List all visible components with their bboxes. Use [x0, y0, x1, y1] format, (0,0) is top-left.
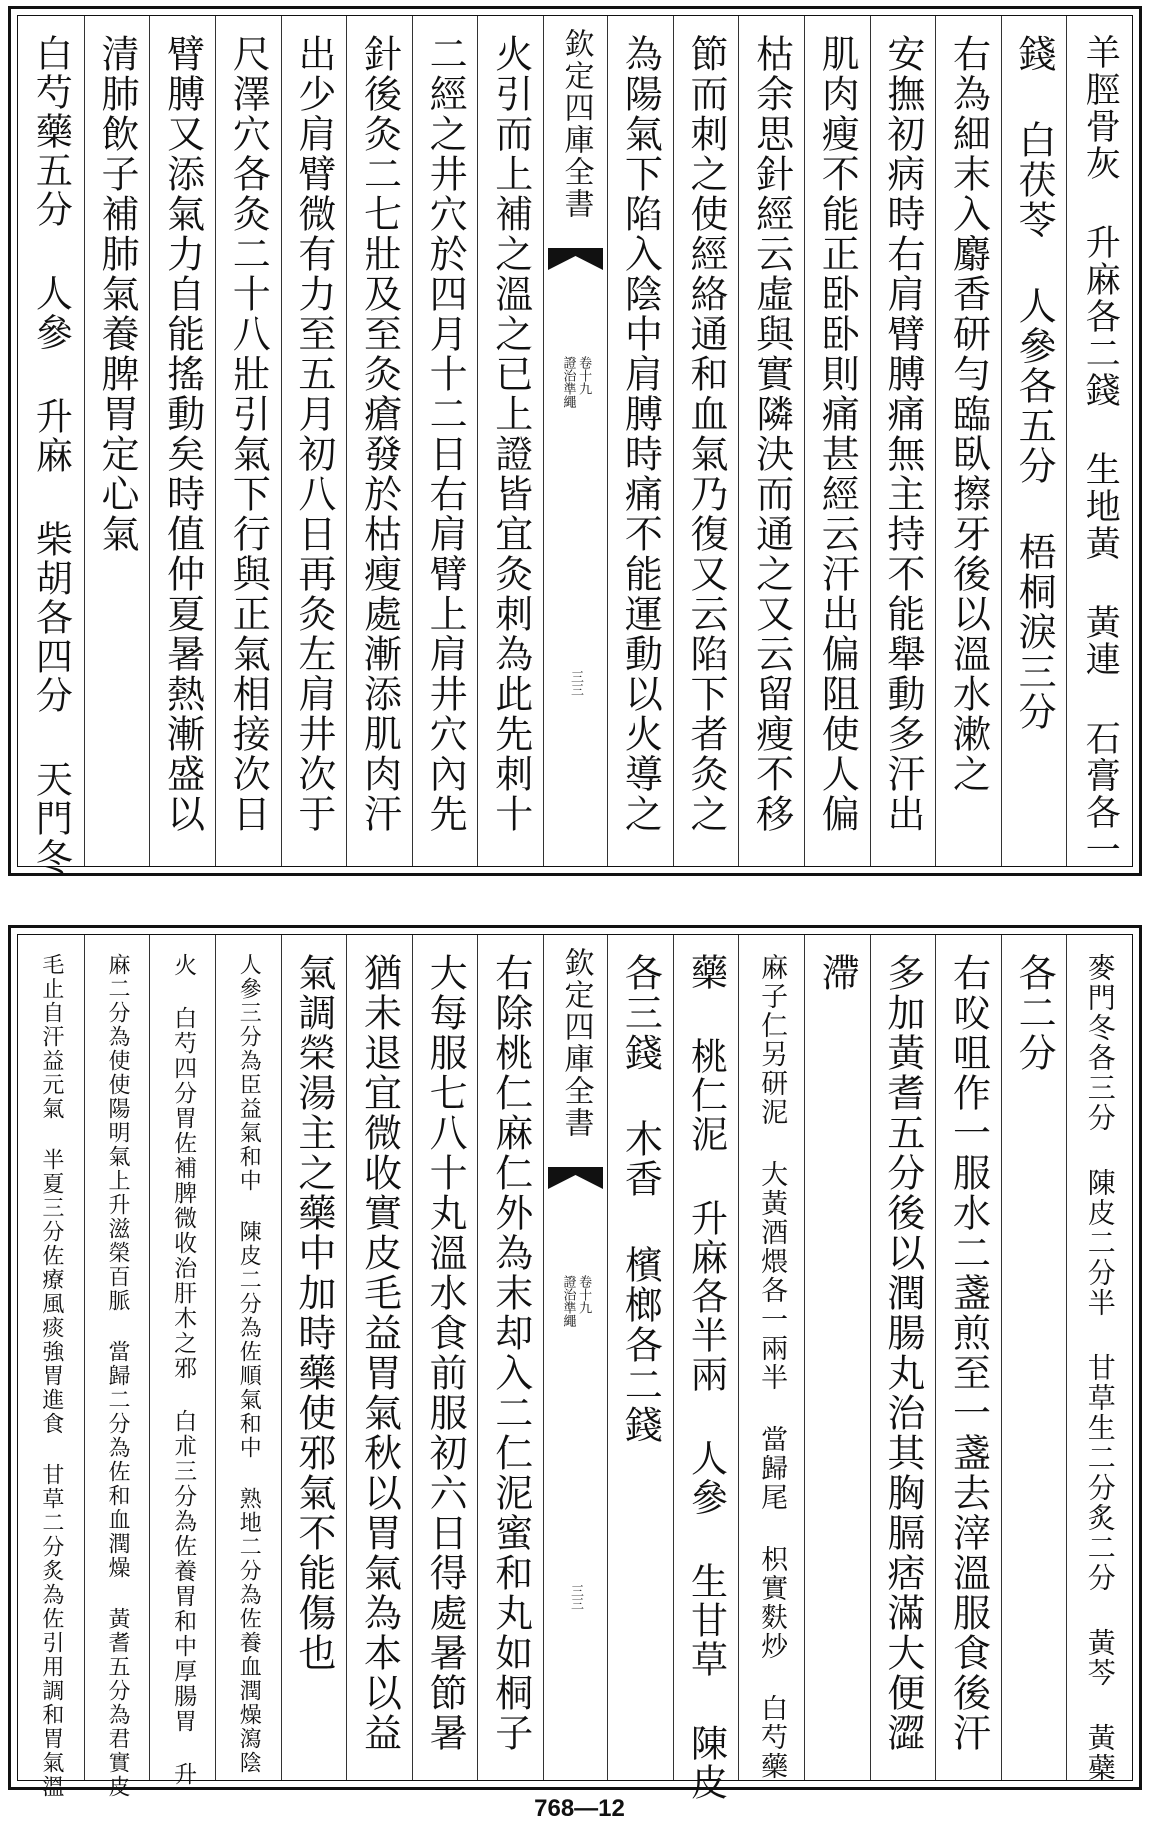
text-column — [673, 16, 739, 866]
column-text: 安撫初病時右肩臂膊痛無主持不能舉動多汗出 — [880, 34, 925, 834]
text-column — [477, 16, 543, 866]
column-text: 火 白芍四分胃佐補脾微收治肝木之邪 白朮三分為佐養胃和中厚腸胃 升 — [170, 953, 197, 1787]
text-column — [149, 16, 215, 866]
text-column — [477, 935, 543, 1780]
text-column — [1001, 16, 1067, 866]
column-text: 右㕮咀作一服水二盞煎至一盞去滓溫服食後汗 — [946, 953, 991, 1753]
column-text: 藥 桃仁泥 升麻各半兩 人參 生甘草 陳皮 — [684, 953, 728, 1802]
column-text: 白芍藥五分 人參 升麻 柴胡各四分 天門冬 — [29, 34, 73, 877]
page-frame — [17, 15, 1133, 877]
column-text: 臂膊又添氣力自能搖動矣時值仲夏暑熱漸盛以 — [160, 34, 205, 834]
column-text: 麻二分為使使陽明氣上升滋榮百脈 當歸二分為佐和血潤燥 黃耆五分為君實皮 — [104, 953, 130, 1799]
text-column — [738, 16, 804, 866]
text-column — [215, 935, 281, 1780]
book-title: 欽定四庫全書 — [558, 28, 594, 220]
text-column — [149, 935, 215, 1787]
volume-label: 卷十九 — [576, 356, 592, 395]
text-column — [18, 935, 84, 1799]
column-text: 多加黃耆五分後以潤腸丸治其胸膈痞滿大便澀 — [880, 953, 925, 1753]
column-text: 針後灸二七壯及至灸瘡發於枯瘦處漸添肌肉汗 — [357, 34, 402, 834]
column-text: 枯余思針經云虛與實隣決而通之又云留瘦不移 — [749, 34, 794, 834]
text-column — [346, 16, 412, 866]
text-column — [346, 935, 412, 1780]
center-fold-column — [543, 935, 607, 1780]
text-column — [804, 16, 870, 866]
column-text: 麻子仁另研泥 大黃酒煨各一兩半 當歸尾 枳實麩炒 白芍藥 — [756, 953, 788, 1781]
text-column — [870, 935, 936, 1780]
column-text: 為陽氣下陷入陰中肩膊時痛不能運動以火導之 — [618, 34, 663, 834]
column-text: 右為細末入麝香研勻臨臥擦牙後以溫水漱之 — [946, 34, 991, 794]
volume-label: 卷十九 — [576, 1275, 592, 1314]
column-text: 清肺飲子補肺氣養脾胃定心氣 — [94, 34, 139, 554]
fish-tail-mark — [548, 248, 603, 270]
text-column — [281, 935, 347, 1780]
text-columns — [18, 935, 1132, 1802]
work-and-volume — [561, 356, 590, 408]
column-text: 氣調榮湯主之藥中加時藥使邪氣不能傷也 — [291, 953, 336, 1673]
text-column — [215, 16, 281, 866]
text-column — [84, 935, 150, 1799]
page-frame — [17, 934, 1133, 1802]
column-text: 羊脛骨灰 升麻各二錢 生地黃 黃連 石膏各一 — [1080, 34, 1121, 868]
column-text: 右除桃仁麻仁外為末却入二仁泥蜜和丸如桐子 — [488, 953, 533, 1753]
text-column — [412, 935, 478, 1780]
work-title: 證治準繩 — [560, 356, 576, 408]
folio-number: 三三 — [568, 670, 583, 696]
work-and-volume — [561, 1275, 590, 1327]
column-text: 出少肩臂微有力至五月初八日再灸左肩井次于 — [291, 34, 336, 834]
text-column — [935, 935, 1001, 1780]
text-column — [738, 935, 804, 1780]
text-column — [412, 16, 478, 866]
book-title: 欽定四庫全書 — [558, 947, 594, 1139]
text-column — [935, 16, 1001, 866]
column-text: 猶未退宜微收實皮毛益胃氣秋以胃氣為本以益 — [357, 953, 402, 1753]
column-text: 尺澤穴各灸二十八壯引氣下行與正氣相接次日 — [226, 34, 271, 834]
column-text: 各二分 — [1012, 953, 1057, 1073]
column-text: 大每服七八十丸溫水食前服初六日得處暑節暑 — [423, 953, 468, 1753]
column-text: 錢 白茯苓 人參各五分 梧桐淚三分 — [1012, 34, 1057, 732]
text-column — [1066, 16, 1132, 866]
text-column — [18, 16, 84, 877]
text-column — [673, 935, 739, 1802]
text-column — [1001, 935, 1067, 1780]
fish-tail-mark — [548, 1167, 603, 1189]
page-top — [8, 6, 1142, 876]
work-title: 證治準繩 — [560, 1275, 576, 1327]
text-column — [281, 16, 347, 866]
text-column — [607, 935, 673, 1780]
column-text: 二經之井穴於四月十二日右肩臂上肩井穴內先 — [423, 34, 468, 834]
column-text: 節而刺之使經絡通和血氣乃復又云陷下者灸之 — [683, 34, 728, 834]
column-text: 火引而上補之溫之已上證皆宜灸刺為此先刺十 — [488, 34, 533, 834]
column-text: 各三錢 木香 檳榔各二錢 — [618, 953, 663, 1445]
column-text: 肌肉瘦不能正卧卧則痛甚經云汗出偏阻使人偏 — [815, 34, 860, 834]
text-column — [607, 16, 673, 866]
text-column — [84, 16, 150, 866]
center-fold-column — [543, 16, 607, 866]
column-text: 麥門冬各三分 陳皮二分半 甘草生二分炙二分 黃芩 黃蘗 — [1083, 953, 1117, 1783]
text-column — [804, 935, 870, 1780]
text-column — [870, 16, 936, 866]
text-column — [1066, 935, 1132, 1783]
folio-number: 三三 — [568, 1584, 583, 1610]
page-number-footer: 768—12 — [534, 1795, 625, 1822]
column-text: 人參三分為臣益氣和中 陳皮二分為佐順氣和中 熟地二分為佐養血潤燥瀉陰 — [236, 953, 262, 1775]
text-columns — [18, 16, 1132, 877]
column-text: 毛止自汗益元氣 半夏三分佐療風痰強胃進食 甘草二分炙為佐引用調和胃氣溫 — [38, 953, 64, 1799]
page-bottom — [8, 925, 1142, 1802]
column-text: 滯 — [815, 953, 860, 993]
